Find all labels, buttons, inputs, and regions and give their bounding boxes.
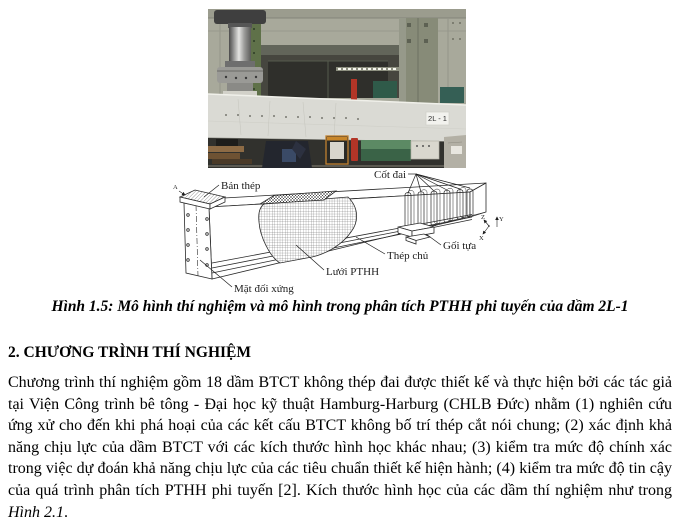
- body-paragraph: [8, 372, 672, 518]
- load-cell: [217, 67, 263, 83]
- section-mark-a: A: [173, 184, 178, 191]
- green-equipment: [373, 81, 397, 98]
- green-bench: [361, 140, 411, 161]
- label-luoi-pthh: Lưới PTHH: [326, 266, 380, 278]
- paragraph-text: Chương trình thí nghiệm gồm 18 dầm BTCT không thép đai được thiết kế và thực hiện bởi các tác giả tại Viện Công trình bê tông - Đại học kỹ thuật Hamburg-Harburg (CHLB Đức) nhằm (1) nghiên cứu ứng xử cho đến khi phá hoại của các kết cấu BTCT không bố trí thép cắt nói chung; (2) xác định khả năng chịu lực của dầm BTCT với các kích thước hình học khác nhau; (3) kiểm tra mức độ chính xác trong việc dự đoán khả năng chịu lực của các tiêu chuẩn thiết kế hiện hành; (4) kiểm tra mức độ tin cậy của quá trình phân tích PTHH phi tuyến [2]. Kích thước hình học của các dầm thí nghiệm như trong: [8, 374, 672, 499]
- wood-planks: [208, 146, 244, 152]
- axis-y-label: Y: [499, 216, 504, 223]
- test-photo-svg: [208, 9, 466, 168]
- fem-diagram: [168, 167, 513, 297]
- beam-wireframe: [180, 183, 486, 279]
- beam-label: 2L - 1: [428, 114, 447, 123]
- person-silhouette: [262, 141, 312, 168]
- fire-extinguisher-lower: [351, 138, 358, 161]
- press-piston: [229, 27, 251, 63]
- axis-triad: [479, 214, 504, 242]
- control-box: [411, 141, 439, 159]
- test-photo: [208, 9, 466, 168]
- paragraph-period: .: [64, 503, 68, 518]
- figure-caption: Hình 1.5: Mô hình thí nghiệm và mô hình trong phân tích PTHH phi tuyến của dầm 2L-1: [51, 298, 629, 315]
- fem-mesh-region: [259, 197, 357, 263]
- label-goi-tua: Gối tựa: [443, 240, 477, 252]
- label-mat-doi-xung: Mặt đối xứng: [234, 283, 294, 295]
- axis-x-label: X: [479, 235, 484, 242]
- support-block: [398, 223, 434, 244]
- figure-reference: Hình 2.1: [8, 503, 64, 518]
- heater-device: [326, 136, 348, 164]
- axis-z-label: Z: [481, 214, 485, 221]
- section-heading: 2. CHƯƠNG TRÌNH THÍ NGHIỆM: [8, 344, 252, 361]
- concrete-support-block: [444, 135, 466, 168]
- label-thep-chu: Thép chủ: [387, 250, 429, 262]
- teal-equipment: [440, 87, 464, 103]
- symmetry-face: [184, 203, 212, 279]
- label-ban-thep: Bản thép: [221, 180, 261, 192]
- fem-diagram-svg: [168, 167, 513, 297]
- label-cot-dai: Cốt đai: [374, 169, 407, 181]
